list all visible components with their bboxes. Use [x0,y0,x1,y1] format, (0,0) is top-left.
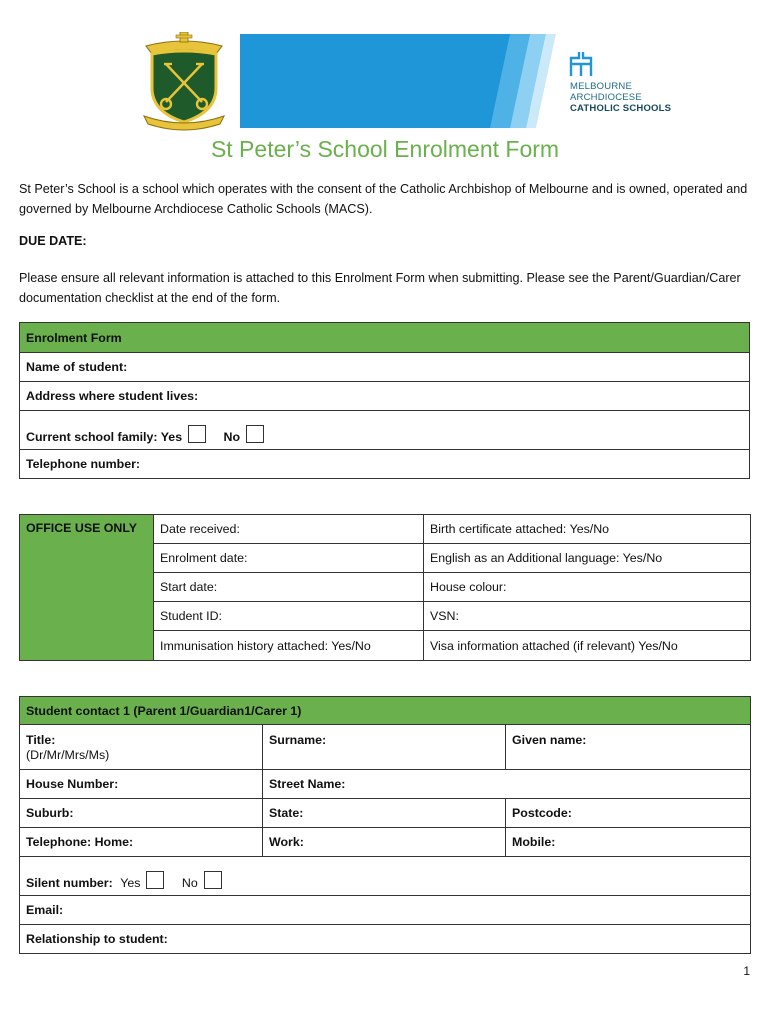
start-date-field[interactable]: Start date: [154,573,424,602]
family-yes-checkbox[interactable] [188,425,206,443]
state-field[interactable]: State: [263,799,506,828]
street-name-field[interactable]: Street Name: [263,770,751,799]
house-colour-field[interactable]: House colour: [424,573,751,602]
page-number: 1 [743,964,750,978]
student-address-field[interactable]: Address where student lives: [20,382,750,411]
relationship-field[interactable]: Relationship to student: [20,925,751,954]
surname-field[interactable]: Surname: [263,725,506,770]
silent-no-label: No [181,875,198,890]
family-no-label: No [223,429,241,444]
enrolment-date-field[interactable]: Enrolment date: [154,544,424,573]
house-number-field[interactable]: House Number: [20,770,263,799]
intro-paragraph: St Peter’s School is a school which operates with the consent of the Catholic Archbishop of Melbourne and is owned, operated and governed by Melbourne Archdiocese Catholic Schools (MACS). [19,182,748,216]
enrolment-header: Enrolment Form [20,323,750,353]
family-no-checkbox[interactable] [246,425,264,443]
title-hint: (Dr/Mr/Mrs/Ms) [26,748,110,762]
contact-header: Student contact 1 (Parent 1/Guardian1/Carer 1) [20,697,751,725]
title-field[interactable] [20,725,263,770]
silent-yes-label: Yes [120,875,141,890]
telephone-home-field[interactable]: Telephone: Home: [20,828,263,857]
office-use-table [19,514,751,661]
due-date-label: DUE DATE: [19,234,87,248]
suburb-field[interactable]: Suburb: [20,799,263,828]
work-phone-field[interactable]: Work: [263,828,506,857]
office-use-label: OFFICE USE ONLY [20,515,154,661]
school-crest-logo [140,32,228,132]
student-contact-table [19,696,751,954]
title-label: Title: [26,733,56,747]
postcode-field[interactable]: Postcode: [506,799,751,828]
vsn-field[interactable]: VSN: [424,602,751,631]
current-family-row [20,411,750,450]
silent-number-row [20,857,751,896]
macs-line2: ARCHDIOCESE [570,92,642,103]
header-banner [240,34,760,128]
silent-yes-checkbox[interactable] [146,871,164,889]
enrolment-table [19,322,750,479]
student-id-field[interactable]: Student ID: [154,602,424,631]
page-title: St Peter’s School Enrolment Form [210,136,560,162]
email-field[interactable]: Email: [20,896,751,925]
mobile-field[interactable]: Mobile: [506,828,751,857]
given-name-field[interactable]: Given name: [506,725,751,770]
telephone-field[interactable]: Telephone number: [20,450,750,479]
macs-logo-text [570,81,671,114]
silent-no-checkbox[interactable] [204,871,222,889]
macs-line1: MELBOURNE [570,81,632,92]
date-received-field[interactable]: Date received: [154,515,424,544]
silent-number-label: Silent number: [26,875,113,890]
birth-certificate-field[interactable]: Birth certificate attached: Yes/No [424,515,751,544]
visa-field[interactable]: Visa information attached (if relevant) Yes/No [424,631,751,661]
student-name-field[interactable]: Name of student: [20,353,750,382]
eal-field[interactable]: English as an Additional language: Yes/No [424,544,751,573]
macs-line3: CATHOLIC SCHOOLS [570,103,672,114]
immunisation-field[interactable]: Immunisation history attached: Yes/No [154,631,424,661]
current-family-label: Current school family: Yes [26,429,183,444]
macs-cross-icon [568,50,594,78]
instructions-paragraph: Please ensure all relevant information is attached to this Enrolment Form when submitting. Please see the Parent/Guardian/Carer documentation checklist at the end of the form. [19,271,741,305]
